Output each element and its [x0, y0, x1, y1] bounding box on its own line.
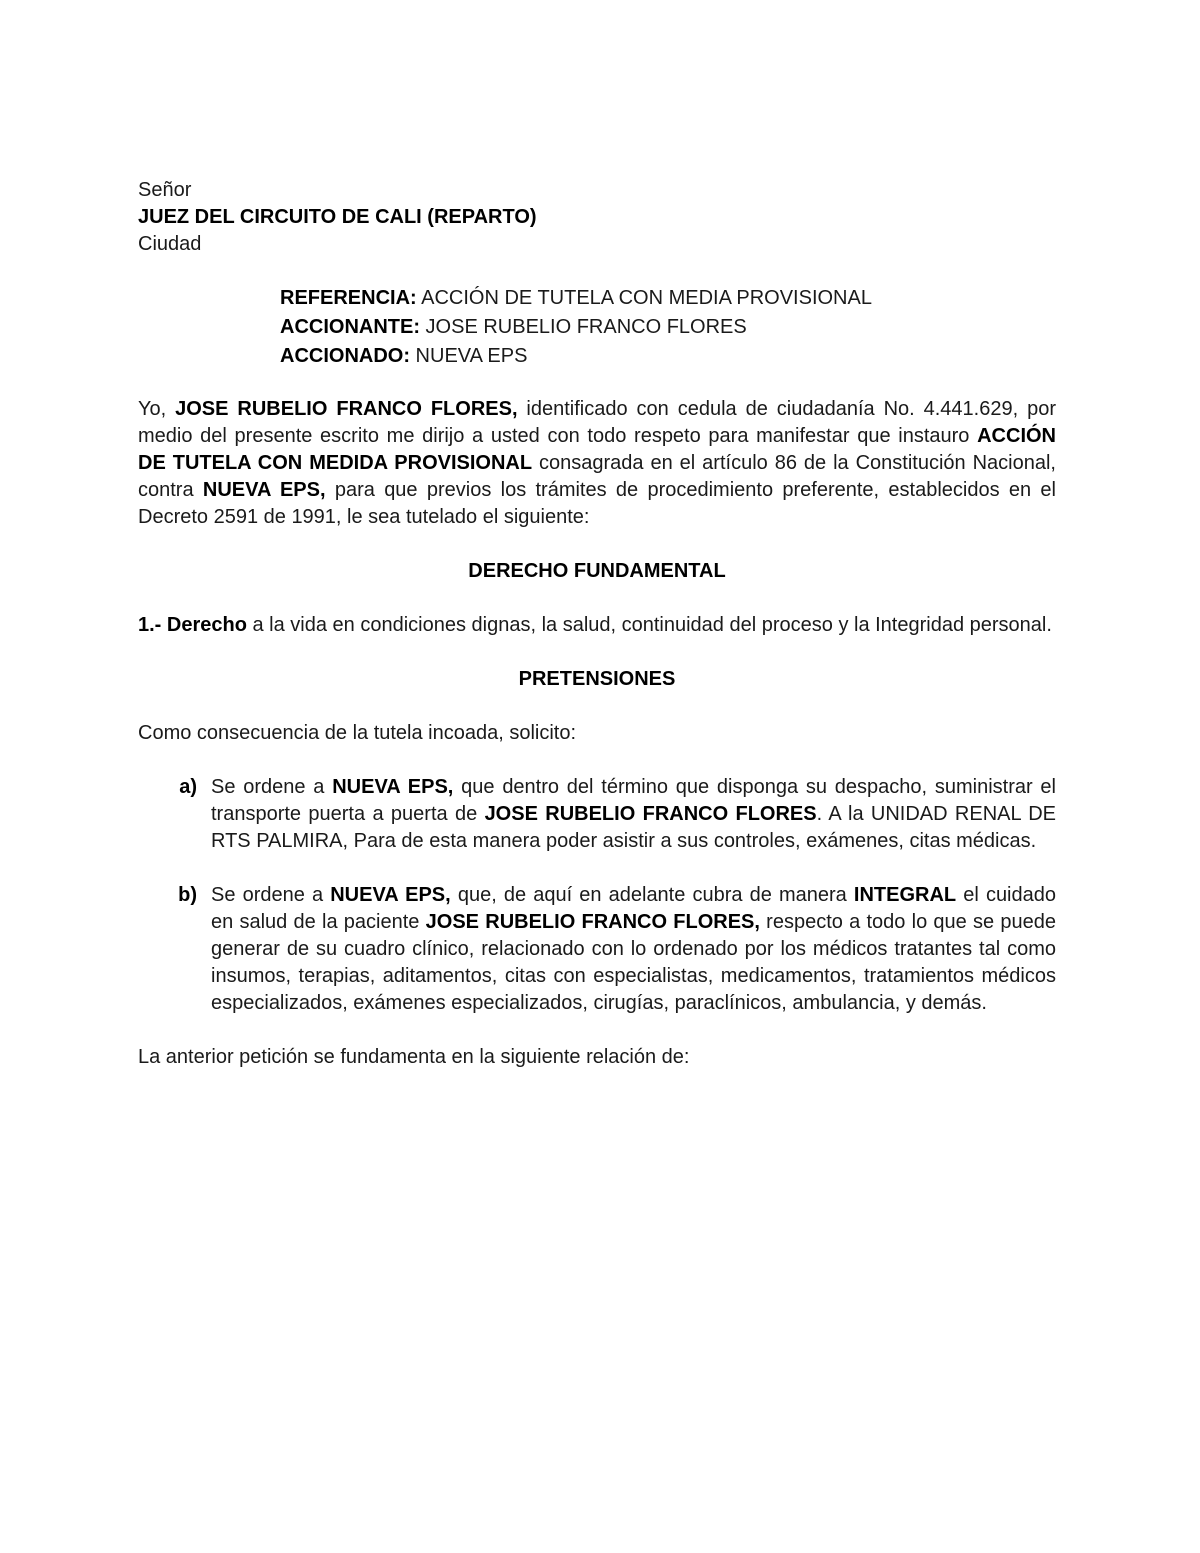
- reference-line: REFERENCIA: ACCIÓN DE TUTELA CON MEDIA PROVISIONAL: [280, 287, 872, 309]
- list-text-a: Se ordene a NUEVA EPS, que dentro del término que disponga su despacho, suministrar el transporte puerta a puerta de JOSE RUBELIO FRANCO FLORES. A la UNIDAD RENAL DE RTS PALMIRA, Para de esta manera poder asistir a sus controles, exámenes, citas médicas.: [211, 776, 1057, 852]
- pretensiones-heading: PRETENSIONES: [518, 668, 676, 690]
- addressee: JUEZ DEL CIRCUITO DE CALI (REPARTO): [138, 206, 537, 228]
- list-label-b: b): [178, 884, 197, 906]
- reference-block: [280, 284, 1056, 371]
- pretensiones-intro: Como consecuencia de la tutela incoada, solicito:: [138, 722, 577, 744]
- list-label-a: a): [179, 776, 197, 798]
- letter-body: [138, 177, 1056, 1091]
- accionante-line: ACCIONANTE: JOSE RUBELIO FRANCO FLORES: [280, 316, 747, 338]
- list-item-b: [138, 882, 1056, 1017]
- intro-paragraph: Yo, JOSE RUBELIO FRANCO FLORES, identificado con cedula de ciudadanía No. 4.441.629, por medio del presente escrito me dirijo a usted con todo respeto para manifestar que instauro ACCIÓN DE TUTELA CON MEDIDA PROVISIONAL consagrada en el artículo 86 de la Constitución Nacional, contra NUEVA EPS, para que previos los trámites de procedimiento preferente, establecidos en el Decreto 2591 de 1991, le sea tutelado el siguiente:: [138, 398, 1056, 528]
- city: Ciudad: [138, 233, 202, 255]
- derecho-paragraph: 1.- Derecho a la vida en condiciones dignas, la salud, continuidad del proceso y la Integridad personal.: [138, 614, 1052, 636]
- closing-paragraph: La anterior petición se fundamenta en la siguiente relación de:: [138, 1046, 690, 1068]
- list-text-b: Se ordene a NUEVA EPS, que, de aquí en adelante cubra de manera INTEGRAL el cuidado en salud de la paciente JOSE RUBELIO FRANCO FLORES, respecto a todo lo que se puede generar de su cuadro clínico, relacionado con lo ordenado por los médicos tratantes tal como insumos, terapias, aditamentos, citas con especialistas, medicamentos, tratamientos médicos especializados, exámenes especializados, cirugías, paraclínicos, ambulancia, y demás.: [211, 884, 1056, 1014]
- list-item-a: [138, 774, 1056, 855]
- salutation: Señor: [138, 179, 192, 201]
- derecho-heading: DERECHO FUNDAMENTAL: [468, 560, 726, 582]
- accionado-line: ACCIONADO: NUEVA EPS: [280, 345, 528, 367]
